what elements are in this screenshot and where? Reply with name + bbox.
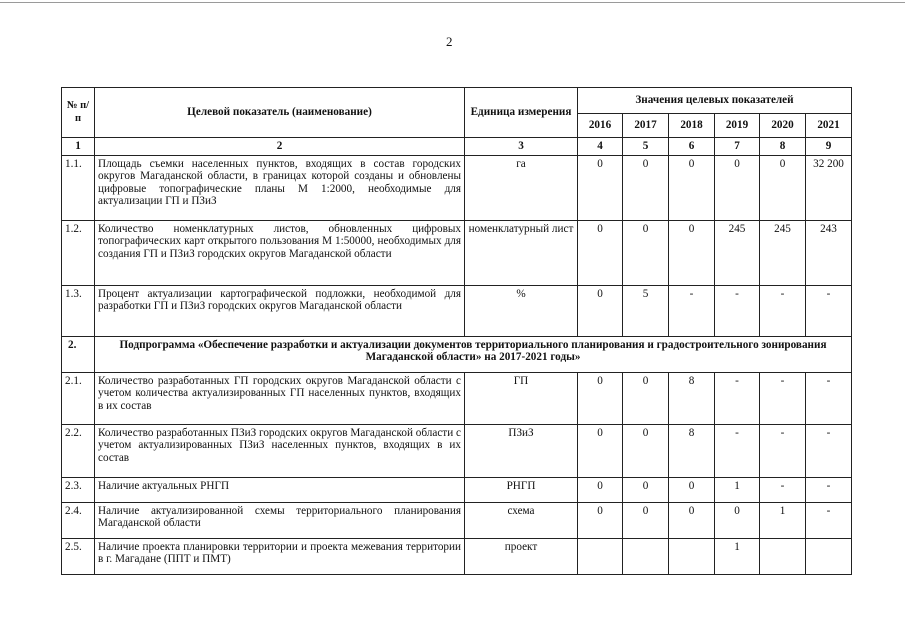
scan-top-edge xyxy=(0,2,905,3)
row-number: 2.1. xyxy=(62,372,95,424)
section-title: Подпрограмма «Обеспечение разработки и актуализации документов территориального планирования и градостроительного зонирования Магаданской области» на 2017-2021 годы» xyxy=(95,336,852,372)
value-cell: 245 xyxy=(715,220,760,285)
row-number: 2.5. xyxy=(62,538,95,574)
section-row xyxy=(62,336,852,372)
column-index: 1 xyxy=(62,138,95,156)
unit-cell: ПЗиЗ xyxy=(465,424,578,477)
table-row xyxy=(62,538,852,574)
row-number: 2.2. xyxy=(62,424,95,477)
header-year: 2021 xyxy=(806,114,852,138)
header-num: № п/п xyxy=(62,88,95,138)
page-number: 2 xyxy=(446,34,453,49)
indicator-name: Количество разработанных ПЗиЗ городских округов Магаданской области с учетом актуализированных ПЗиЗ населенных пунктов, входящих в их состав xyxy=(95,424,465,477)
unit-cell: % xyxy=(465,285,578,336)
unit-cell: схема xyxy=(465,502,578,538)
value-cell: 32 200 xyxy=(806,155,852,220)
unit-cell: га xyxy=(465,155,578,220)
value-cell: - xyxy=(760,285,806,336)
header-row-1 xyxy=(62,88,852,114)
value-cell: 245 xyxy=(760,220,806,285)
table-row xyxy=(62,220,852,285)
header-year: 2016 xyxy=(578,114,623,138)
value-cell: 0 xyxy=(760,155,806,220)
table-row xyxy=(62,477,852,502)
value-cell: - xyxy=(806,424,852,477)
column-index: 5 xyxy=(623,138,669,156)
value-cell: - xyxy=(669,285,715,336)
unit-cell: ГП xyxy=(465,372,578,424)
value-cell: 8 xyxy=(669,424,715,477)
indicator-name: Количество разработанных ГП городских округов Магаданской области с учетом количества актуализированных ГП населенных пунктов, входящих в их состав xyxy=(95,372,465,424)
value-cell: 0 xyxy=(715,155,760,220)
value-cell: - xyxy=(760,372,806,424)
column-index: 2 xyxy=(95,138,465,156)
value-cell: - xyxy=(715,372,760,424)
unit-cell: номенклатурный лист xyxy=(465,220,578,285)
target-indicators-table xyxy=(61,87,852,575)
section-number: 2. xyxy=(62,336,95,372)
indicator-name: Площадь съемки населенных пунктов, входящих в состав городских округов Магаданской области, в границах которой созданы и обновлены цифровые топографические планы М 1:2000, необходимые для актуализации ГП и ПЗиЗ xyxy=(95,155,465,220)
row-number: 1.1. xyxy=(62,155,95,220)
value-cell: 0 xyxy=(578,155,623,220)
indicator-name: Наличие актуализированной схемы территориального планирования Магаданской области xyxy=(95,502,465,538)
unit-cell: проект xyxy=(465,538,578,574)
value-cell: 0 xyxy=(623,220,669,285)
value-cell: 1 xyxy=(715,477,760,502)
value-cell: 0 xyxy=(623,424,669,477)
value-cell: 0 xyxy=(623,477,669,502)
value-cell xyxy=(578,538,623,574)
value-cell: 0 xyxy=(578,220,623,285)
header-indicator: Целевой показатель (наименование) xyxy=(95,88,465,138)
value-cell: 0 xyxy=(623,502,669,538)
value-cell: 0 xyxy=(715,502,760,538)
value-cell: 243 xyxy=(806,220,852,285)
value-cell: - xyxy=(760,477,806,502)
indicator-name: Наличие проекта планировки территории и проекта межевания территории в г. Магадане (ППТ и ПМТ) xyxy=(95,538,465,574)
value-cell xyxy=(669,538,715,574)
value-cell: 1 xyxy=(760,502,806,538)
value-cell: 0 xyxy=(623,155,669,220)
row-number: 2.4. xyxy=(62,502,95,538)
value-cell: 0 xyxy=(578,424,623,477)
value-cell: 0 xyxy=(578,502,623,538)
value-cell: 5 xyxy=(623,285,669,336)
row-number: 1.2. xyxy=(62,220,95,285)
table-row xyxy=(62,372,852,424)
value-cell: - xyxy=(806,502,852,538)
column-index: 3 xyxy=(465,138,578,156)
column-index: 4 xyxy=(578,138,623,156)
value-cell: 0 xyxy=(578,477,623,502)
value-cell: 0 xyxy=(669,220,715,285)
header-year: 2019 xyxy=(715,114,760,138)
row-number: 2.3. xyxy=(62,477,95,502)
indicator-name: Наличие актуальных РНГП xyxy=(95,477,465,502)
table-row xyxy=(62,424,852,477)
value-cell: - xyxy=(715,285,760,336)
row-number: 1.3. xyxy=(62,285,95,336)
value-cell: 0 xyxy=(623,372,669,424)
table-row xyxy=(62,502,852,538)
indicator-name: Количество номенклатурных листов, обновленных цифровых топографических карт открытого пользования М 1:50000, необходимых для создания ГП и ПЗиЗ городских округов Магаданской области xyxy=(95,220,465,285)
value-cell: - xyxy=(806,285,852,336)
table-row xyxy=(62,155,852,220)
value-cell: - xyxy=(806,372,852,424)
header-year: 2020 xyxy=(760,114,806,138)
value-cell: 0 xyxy=(669,155,715,220)
table-row xyxy=(62,285,852,336)
value-cell: 1 xyxy=(715,538,760,574)
value-cell: 0 xyxy=(578,285,623,336)
header-unit: Единица измерения xyxy=(465,88,578,138)
column-index-row xyxy=(62,138,852,156)
indicator-name: Процент актуализации картографической подложки, необходимой для разработки ГП и ПЗиЗ городских округов Магаданской области xyxy=(95,285,465,336)
header-year: 2018 xyxy=(669,114,715,138)
value-cell: 0 xyxy=(578,372,623,424)
value-cell xyxy=(806,538,852,574)
header-year: 2017 xyxy=(623,114,669,138)
value-cell: - xyxy=(715,424,760,477)
column-index: 6 xyxy=(669,138,715,156)
value-cell xyxy=(760,538,806,574)
column-index: 8 xyxy=(760,138,806,156)
value-cell: 0 xyxy=(669,477,715,502)
header-values: Значения целевых показателей xyxy=(578,88,852,114)
column-index: 9 xyxy=(806,138,852,156)
column-index: 7 xyxy=(715,138,760,156)
value-cell: - xyxy=(806,477,852,502)
value-cell: 8 xyxy=(669,372,715,424)
unit-cell: РНГП xyxy=(465,477,578,502)
value-cell xyxy=(623,538,669,574)
value-cell: - xyxy=(760,424,806,477)
value-cell: 0 xyxy=(669,502,715,538)
